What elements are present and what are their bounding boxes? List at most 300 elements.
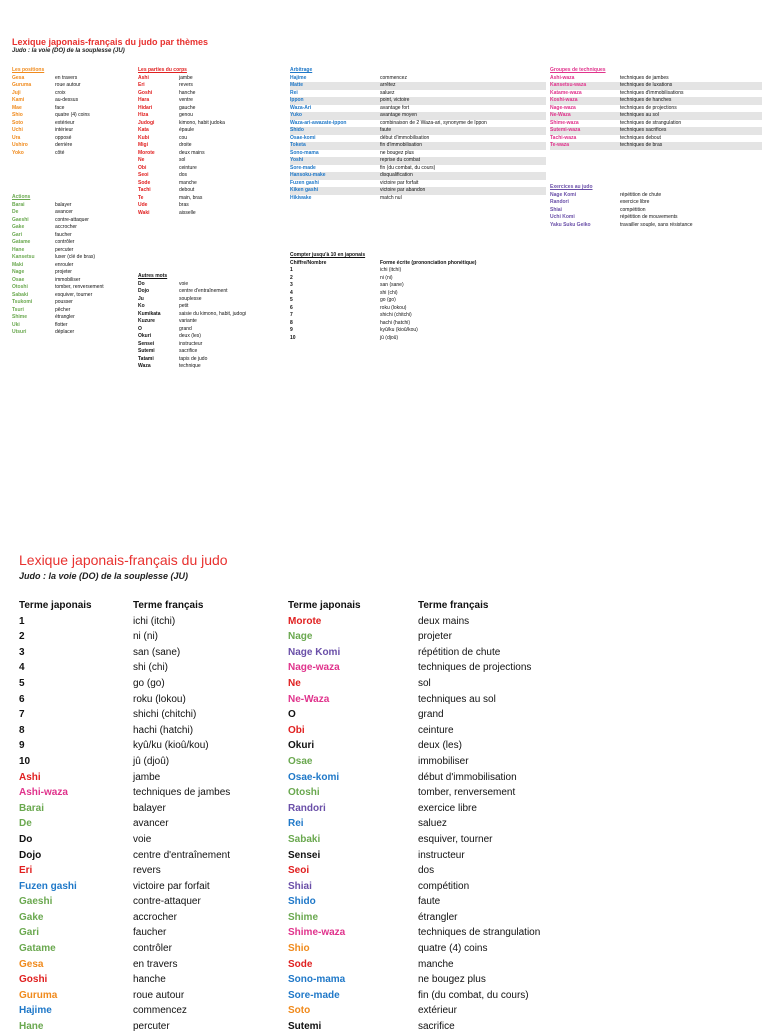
term-japanese: Kuzure [138,318,155,324]
term-french: accrocher [133,911,177,923]
other-words-section [138,273,278,371]
term-french: quatre (4) coins [418,943,488,955]
column-header: Chiffre/Nombre [290,259,327,266]
term-japanese: Sono-mama [288,974,346,986]
number-word: kyû/ku (kioû/kou) [380,327,418,333]
table-row [288,910,578,926]
term-japanese: Morote [138,149,155,156]
term-french: quatre (4) coins [55,112,90,118]
term-french: match nul [380,194,402,201]
section-heading: Les positions [12,67,45,73]
list-item [290,172,546,180]
term-japanese: Ude [138,202,148,208]
term-japanese: Otoshi [288,787,320,799]
term-french: luxer (clé de bras) [55,254,96,260]
table-row [19,660,269,676]
term-french: disqualification [380,172,413,178]
table-row [288,972,578,988]
term-french: répétition de chute [620,191,662,198]
term-japanese: Shido [290,127,304,133]
term-japanese: Nage-waza [550,104,576,111]
term-japanese: Matte [290,82,304,88]
term-japanese: Sode [138,179,151,186]
term-japanese: Ne-Waza [288,693,330,705]
list-item [550,142,762,150]
term-french: immobiliser [418,755,469,767]
table-row [288,707,578,723]
table-row [288,692,578,708]
term-japanese: Ne [288,677,301,689]
table-row [19,1003,269,1019]
term-japanese: Sono-mama [290,149,319,156]
term-french: projeter [55,269,72,275]
term-japanese: Kumikata [138,310,161,317]
term-japanese: Fuzen gashi [290,179,319,186]
term-french: techniques de projections [620,104,677,111]
term-french: pousser [55,299,73,305]
list-item [290,282,546,290]
column-header-french: Terme français [133,600,204,611]
term-french: techniques de strangulation [620,119,682,126]
term-french: bras [179,202,189,208]
term-french: percuter [133,1021,170,1033]
table-row [19,614,269,630]
term-french: debout [179,187,195,193]
term-japanese: Gake [12,224,25,230]
section-heading: Autres mots [138,273,168,279]
term-french: saluez [418,818,447,830]
term-japanese: De [19,818,32,830]
list-item [290,157,546,165]
term-japanese: Hajime [19,1005,52,1017]
term-japanese: Shiai [550,206,562,213]
term-japanese: Dojo [19,849,42,861]
number: 1 [290,267,293,273]
term-french: ne bougez plus [380,149,414,156]
term-japanese: Te-waza [550,142,570,148]
table-row [19,676,269,692]
table-row [288,770,578,786]
term-japanese: Waza-ari-awazate-ippon [290,119,347,126]
term-french: côté [55,149,65,156]
term-french: faute [418,896,441,908]
table-row [288,879,578,895]
list-item [290,320,546,328]
term-japanese: 3 [19,646,25,658]
term-japanese: Gake [19,911,44,923]
term-japanese: 1 [19,615,25,627]
page1-subtitle: Judo : la voie (DO) de la souplesse (JU) [12,48,125,54]
list-item [290,97,546,105]
section-heading: Groupes de techniques [550,67,606,73]
number: 9 [290,327,293,333]
term-japanese: Guruma [12,82,32,88]
list-item [550,192,762,200]
list-item [12,75,128,83]
term-japanese: Ne [138,157,145,163]
column-headers [288,598,578,614]
list-item [12,239,128,247]
list-item [290,275,546,283]
term-french: souplesse [179,295,202,302]
table-row [19,770,269,786]
table-row [19,848,269,864]
term-japanese: Obi [138,164,147,171]
term-french: extérieur [418,1005,457,1017]
list-item [138,90,278,98]
term-french: fin (du combat, du cours) [380,164,436,171]
term-french: contrôler [133,943,172,955]
term-french: contre-attaquer [133,896,201,908]
term-french: droite [179,142,192,148]
term-japanese: Juji [12,89,21,96]
number: 7 [290,312,293,318]
term-japanese: 7 [19,709,25,721]
term-french: tomber, renversement [418,787,516,799]
term-french: projeter [418,631,452,643]
term-japanese: Randori [550,199,569,205]
term-french: avantage moyen [380,112,417,118]
list-item [550,75,762,83]
term-french: en travers [55,74,78,81]
term-french: balayer [133,802,166,814]
term-japanese: Ippon [290,97,304,103]
term-japanese: Sensei [288,849,321,861]
term-japanese: Gari [12,231,23,238]
list-item [12,97,128,105]
list-item [290,165,546,173]
term-french: techniques de projections [418,662,532,674]
term-japanese: Goshi [138,89,153,96]
list-item [290,312,546,320]
term-japanese: Hajime [290,74,307,81]
term-japanese: Gatame [19,943,56,955]
table-row [19,801,269,817]
term-japanese: Hikiwake [290,194,312,201]
term-japanese: Kami [12,97,25,103]
list-item [138,105,278,113]
table-row [288,1003,578,1019]
table-row [19,941,269,957]
list-item [138,356,278,364]
list-item [290,82,546,90]
term-french: revers [179,82,193,88]
list-item [138,150,278,158]
table-row [288,848,578,864]
column-header-japanese: Terme japonais [19,600,92,611]
term-french: cou [179,134,188,141]
list-item [12,209,128,217]
list-item [290,142,546,150]
term-japanese: Nage Komi [288,646,341,658]
term-french: go (go) [133,677,165,689]
term-french: technique [179,363,201,369]
table-row [19,629,269,645]
term-french: ventre [179,97,193,103]
table-row [288,941,578,957]
term-japanese: Tsuri [12,306,24,313]
term-japanese: 2 [19,631,25,643]
term-japanese: Yoko [12,149,24,156]
page2-title: Lexique japonais-français du judo [19,552,228,568]
table-row [19,972,269,988]
term-french: opposé [55,134,72,141]
page2-subtitle: Judo : la voie (DO) de la souplesse (JU) [19,571,189,581]
term-japanese: Yoshi [290,157,304,163]
number-word: go (go) [380,297,396,303]
list-item [12,284,128,292]
term-french: centre d'entraînement [179,288,228,294]
list-item [550,82,762,90]
list-item [550,97,762,105]
list-item [12,90,128,98]
number-word: san (sane) [380,282,404,288]
term-japanese: Seoi [288,865,310,877]
list-item [138,135,278,143]
term-japanese: Soto [288,1005,311,1017]
term-japanese: 10 [19,755,31,767]
list-item [138,210,278,218]
column-header-french: Terme français [418,600,489,611]
term-japanese: Goshi [19,974,48,986]
term-french: intérieur [55,127,74,133]
table-row [288,925,578,941]
list-item [138,142,278,150]
term-japanese: Obi [288,724,305,736]
term-french: en travers [133,958,178,970]
table-row [19,1019,269,1035]
term-japanese: Sutemi [138,348,155,354]
term-french: techniques de strangulation [418,927,541,939]
term-french: reprise du combat [380,157,421,163]
term-french: grand [179,325,192,332]
list-item [138,112,278,120]
list-item [12,329,128,337]
list-item [550,214,762,222]
term-french: roue autour [133,989,185,1001]
list-item [12,120,128,128]
list-item [12,322,128,330]
term-japanese: Gesa [12,74,25,81]
list-item [12,254,128,262]
list-item [12,224,128,232]
table-row [288,988,578,1004]
term-french: compétition [620,206,646,213]
term-japanese: Dojo [138,288,150,294]
list-item [138,120,278,128]
term-french: san (sane) [133,646,181,658]
term-japanese: Waza [138,363,151,369]
list-item [12,232,128,240]
table-row [19,816,269,832]
term-japanese: Gaeshi [12,216,29,223]
table-row [19,894,269,910]
table-row [288,629,578,645]
table-row [288,645,578,661]
list-item [138,348,278,356]
term-japanese: Waki [138,209,150,216]
term-japanese: Shime-waza [288,927,346,939]
term-japanese: Kata [138,127,149,133]
list-item [550,222,762,230]
term-french: deux mains [418,615,470,627]
term-french: contre-attaquer [55,216,89,223]
list-item [12,82,128,90]
term-japanese: Toketa [290,142,306,148]
list-item [12,262,128,270]
term-french: exercice libre [620,199,650,205]
term-japanese: Rei [288,818,304,830]
term-french: faute [380,127,392,133]
term-japanese: Tachi-waza [550,134,577,141]
term-japanese: O [138,325,142,332]
lexicon-right-column [288,598,578,1035]
positions-section [12,67,128,157]
term-japanese: Barai [12,201,25,208]
term-french: sol [418,677,431,689]
list-item [290,187,546,195]
list-item [138,195,278,203]
count-section [290,252,546,342]
term-japanese: Osae [288,755,313,767]
term-french: voie [179,280,189,287]
term-french: fin d'immobilisation [380,142,423,148]
list-item [550,199,762,207]
number: 6 [290,304,293,311]
list-item [12,307,128,315]
term-japanese: Fuzen gashi [19,880,77,892]
term-japanese: Kansetsu [12,254,35,260]
term-french: manche [179,179,197,186]
term-french: deux (les) [418,740,462,752]
table-row [19,692,269,708]
list-item [138,326,278,334]
term-french: techniques sacrifices [620,127,667,133]
term-japanese: Ashi-waza [550,74,575,81]
term-japanese: Shio [12,112,23,118]
term-japanese: Sensei [138,340,155,347]
term-japanese: Waza-Ari [290,104,312,111]
list-item [138,363,278,371]
term-french: tomber, renversement [55,284,104,290]
list-item [138,165,278,173]
table-row [19,988,269,1004]
table-row [288,957,578,973]
term-japanese: Katame-waza [550,89,582,96]
term-japanese: Seoi [138,172,149,178]
term-japanese: Barai [19,802,45,814]
term-japanese: Mae [12,104,22,111]
term-french: centre d'entraînement [133,849,230,861]
term-french: victoire par forfait [380,179,419,186]
term-japanese: Kubi [138,134,150,141]
number: 4 [290,289,293,296]
term-french: roue autour [55,82,81,88]
term-french: instructeur [179,340,203,347]
term-japanese: Do [138,280,145,287]
term-japanese: Sabaki [12,291,29,298]
list-item [138,281,278,289]
term-french: manche [418,958,454,970]
table-row [19,785,269,801]
term-japanese: Nage [288,631,313,643]
term-french: instructeur [418,849,465,861]
list-item [12,127,128,135]
term-french: derrière [55,142,73,148]
term-french: sacrifice [179,348,198,354]
term-french: jambe [179,74,193,81]
term-french: jû (djoû) [133,755,170,767]
section-heading: Arbitrage [290,67,313,73]
term-french: commencez [380,74,407,81]
term-french: jambe [133,771,161,783]
term-japanese: Hiza [138,112,149,118]
actions-section [12,194,128,337]
list-item [138,172,278,180]
term-french: revers [133,865,161,877]
term-french: enrouler [55,261,74,268]
term-japanese: Tachi [138,187,151,193]
term-japanese: Migi [138,142,148,148]
term-japanese: 6 [19,693,25,705]
term-french: pêcher [55,306,71,313]
term-french: faucher [55,231,72,238]
list-item [550,207,762,215]
term-japanese: Gaeshi [19,896,53,908]
term-japanese: Nage Komi [550,191,577,198]
list-item [12,299,128,307]
term-french: ni (ni) [133,631,159,643]
section-heading: Les parties du corps [138,67,187,73]
term-japanese: De [12,209,19,215]
term-japanese: Osae-komi [290,134,316,141]
term-japanese: Kiken gashi [290,187,319,193]
number-word: ni (ni) [380,274,393,281]
list-item [290,135,546,143]
list-item [550,90,762,98]
term-french: déplacer [55,329,75,335]
list-item [12,217,128,225]
table-row [288,723,578,739]
technique-groups-section [550,67,762,150]
list-item [138,311,278,319]
term-japanese: Hansoku-make [290,172,326,178]
term-japanese: Eri [19,865,33,877]
term-japanese: Maki [12,261,24,268]
term-french: travailler souple, sans résistance [620,221,693,228]
term-japanese: Okuri [288,740,315,752]
term-french: variante [179,318,197,324]
term-japanese: Randori [288,802,326,814]
table-row [288,785,578,801]
term-french: saisie du kimono, habit, judogi [179,310,246,317]
term-japanese: Shime [288,911,319,923]
list-item [290,267,546,275]
list-item [12,277,128,285]
term-japanese: Gesa [19,958,44,970]
number: 5 [290,297,293,303]
list-item [550,105,762,113]
term-japanese: Nage [12,269,25,275]
term-japanese: Judogi [138,119,155,126]
term-japanese: Ashi-waza [19,787,68,799]
term-japanese: Yuko [290,112,302,118]
term-french: étrangler [418,911,458,923]
term-french: dos [418,865,435,877]
term-french: techniques de hanches [620,97,672,103]
column-headers [19,598,269,614]
page1-title: Lexique japonais-français du judo par thèmes [12,37,209,47]
